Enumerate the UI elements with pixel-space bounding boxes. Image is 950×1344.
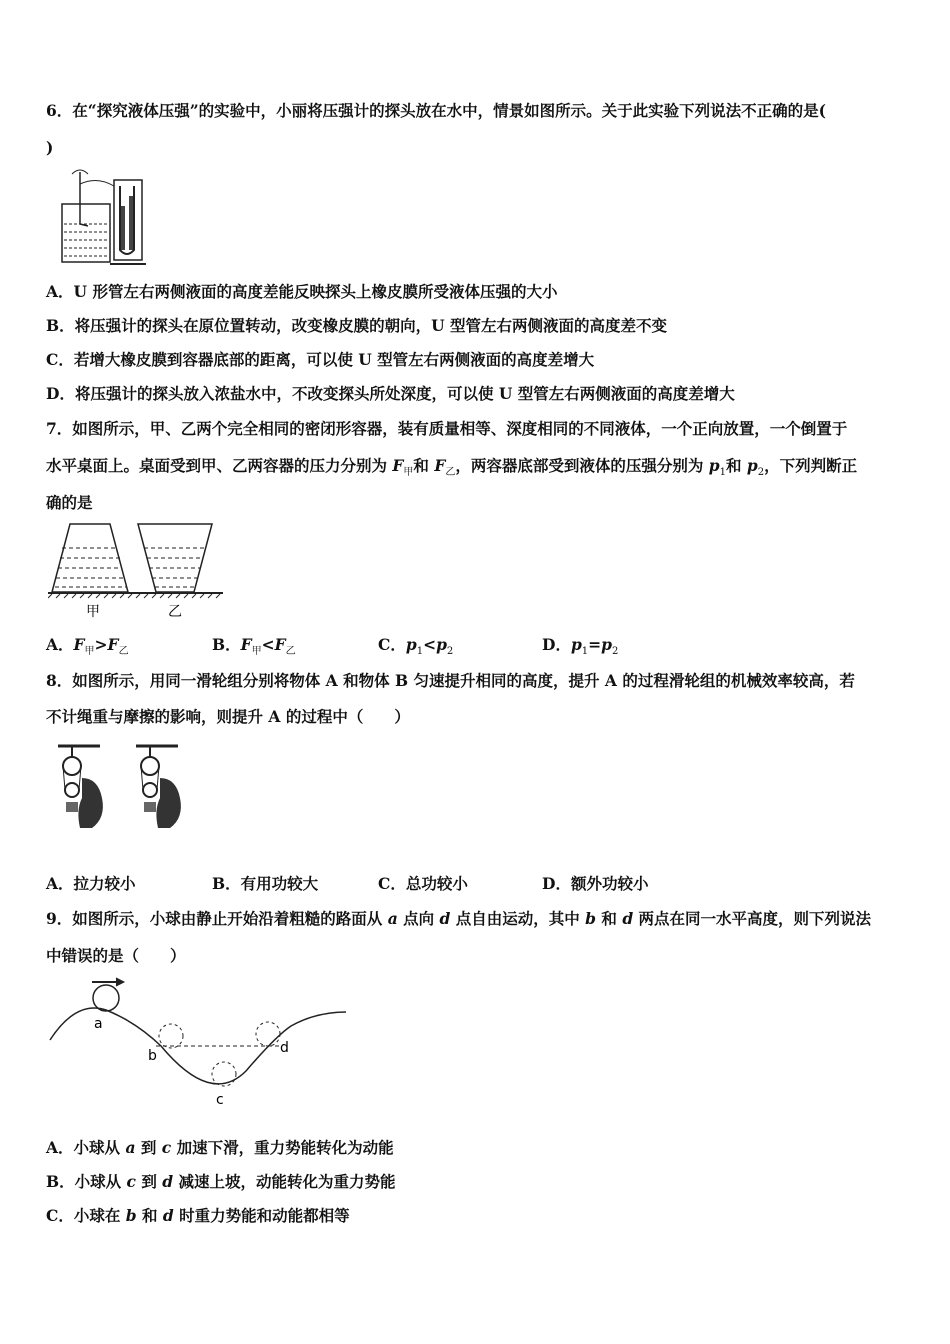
q8-stem-line2: 不计绳重与摩擦的影响，则提升 A 的过程中（ ） xyxy=(46,707,410,726)
q9-option-b[interactable]: B．小球从 c 到 d 减速上坡，动能转化为重力势能 xyxy=(46,1172,396,1191)
q6-pressure-gauge-figure xyxy=(52,166,152,266)
q7-stem-line1: 7．如图所示，甲、乙两个完全相同的密闭形容器，装有质量相等、深度相同的不同液体，一个正向放置，一个倒置于 xyxy=(46,419,848,438)
q9-point-c: c xyxy=(216,1092,224,1108)
q9-point-b: b xyxy=(148,1048,157,1064)
q6-stem-line1: 6．在“探究液体压强”的实验中，小丽将压强计的探头放在水中，情景如图所示。关于此实验下列说法不正确的是( xyxy=(46,101,826,120)
q8-stem-line1: 8．如图所示，用同一滑轮组分别将物体 A 和物体 B 匀速提升相同的高度，提升 A 的过程滑轮组的机械效率较高，若 xyxy=(46,671,855,690)
q7-containers-figure xyxy=(48,522,228,622)
q9-point-a: a xyxy=(94,1016,103,1032)
q9-option-c[interactable]: C．小球在 b 和 d 时重力势能和动能都相等 xyxy=(46,1206,350,1225)
q8-pulley-figure xyxy=(52,738,202,848)
q7-label-yi: 乙 xyxy=(168,604,182,620)
q7-option-a[interactable]: A．$F_甲>F_乙$ xyxy=(46,635,129,658)
q9-track-figure xyxy=(46,976,356,1110)
q7-label-jia: 甲 xyxy=(86,604,100,620)
q8-option-d[interactable]: D．额外功较小 xyxy=(542,874,649,893)
q7-option-b[interactable]: B．$F_甲<F_乙$ xyxy=(212,635,296,658)
q6-option-c[interactable]: C．若增大橡皮膜到容器底部的距离，可以使 U 型管左右两侧液面的高度差增大 xyxy=(46,350,595,369)
q6-stem-line2: ) xyxy=(46,138,54,157)
q9-point-d: d xyxy=(280,1040,289,1056)
q7-stem-line2: 水平桌面上。桌面受到甲、乙两容器的压力分别为 $F_甲$和 $F_乙$，两容器底部受到液体的压强分别为 $p_1$和 $p_2$，下列判断正 xyxy=(46,456,858,479)
q9-option-a[interactable]: A．小球从 a 到 c 加速下滑，重力势能转化为动能 xyxy=(46,1138,394,1157)
q6-option-d[interactable]: D．将压强计的探头放入浓盐水中，不改变探头所处深度，可以使 U 型管左右两侧液面的高度差增大 xyxy=(46,384,735,403)
q9-stem-line1: 9．如图所示，小球由静止开始沿着粗糙的路面从 a 点向 d 点自由运动，其中 b 和 d 两点在同一水平高度，则下列说法 xyxy=(46,909,872,928)
q9-stem-line2: 中错误的是（ ） xyxy=(46,946,186,965)
q7-option-d[interactable]: D．$p_1=p_2$ xyxy=(542,635,619,658)
q8-option-a[interactable]: A．拉力较小 xyxy=(46,874,136,893)
q7-option-c[interactable]: C．$p_1<p_2$ xyxy=(378,635,454,658)
q7-stem-line3: 确的是 xyxy=(46,493,93,512)
q6-option-b[interactable]: B．将压强计的探头在原位置转动，改变橡皮膜的朝向，U 型管左右两侧液面的高度差不变 xyxy=(46,316,668,335)
q8-option-c[interactable]: C．总功较小 xyxy=(378,874,468,893)
q6-option-a[interactable]: A．U 形管左右两侧液面的高度差能反映探头上橡皮膜所受液体压强的大小 xyxy=(46,282,558,301)
q8-option-b[interactable]: B．有用功较大 xyxy=(212,874,319,893)
